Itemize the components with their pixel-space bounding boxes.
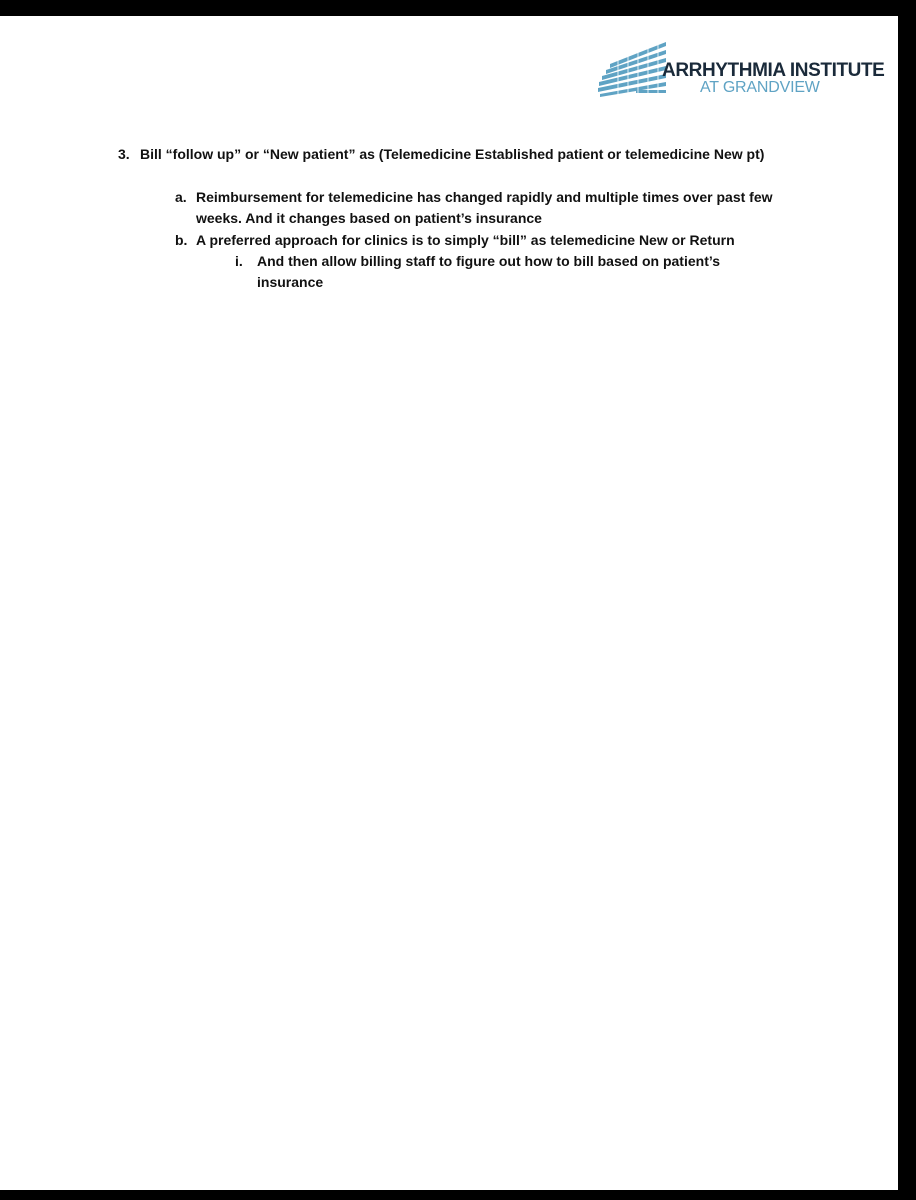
list-roman: i. xyxy=(235,253,243,269)
logo-name: ARRHYTHMIA INSTITUTE xyxy=(662,60,885,81)
list-item-3b xyxy=(0,230,898,252)
building-icon xyxy=(596,42,666,100)
list-item-3a xyxy=(0,187,898,231)
list-item-text: And then allow billing staff to figure out how to bill based on patient’s insurance xyxy=(257,253,721,290)
list-item-text: Reimbursement for telemedicine has changed rapidly and multiple times over past few weeks. And it changes based on patient’s insurance xyxy=(196,189,773,226)
document-page xyxy=(0,16,898,1190)
list-letter: a. xyxy=(175,189,187,205)
list-number: 3. xyxy=(118,146,130,162)
list-item-text: Bill “follow up” or “New patient” as (Telemedicine Established patient or telemedicine New pt) xyxy=(140,146,765,162)
list-item-text: A preferred approach for clinics is to simply “bill” as telemedicine New or Return xyxy=(196,232,735,248)
list-letter: b. xyxy=(175,232,188,248)
institute-logo xyxy=(596,42,885,102)
list-item-3bi xyxy=(0,251,898,295)
list-item-3 xyxy=(0,144,898,192)
logo-subtitle: AT GRANDVIEW xyxy=(700,79,820,96)
